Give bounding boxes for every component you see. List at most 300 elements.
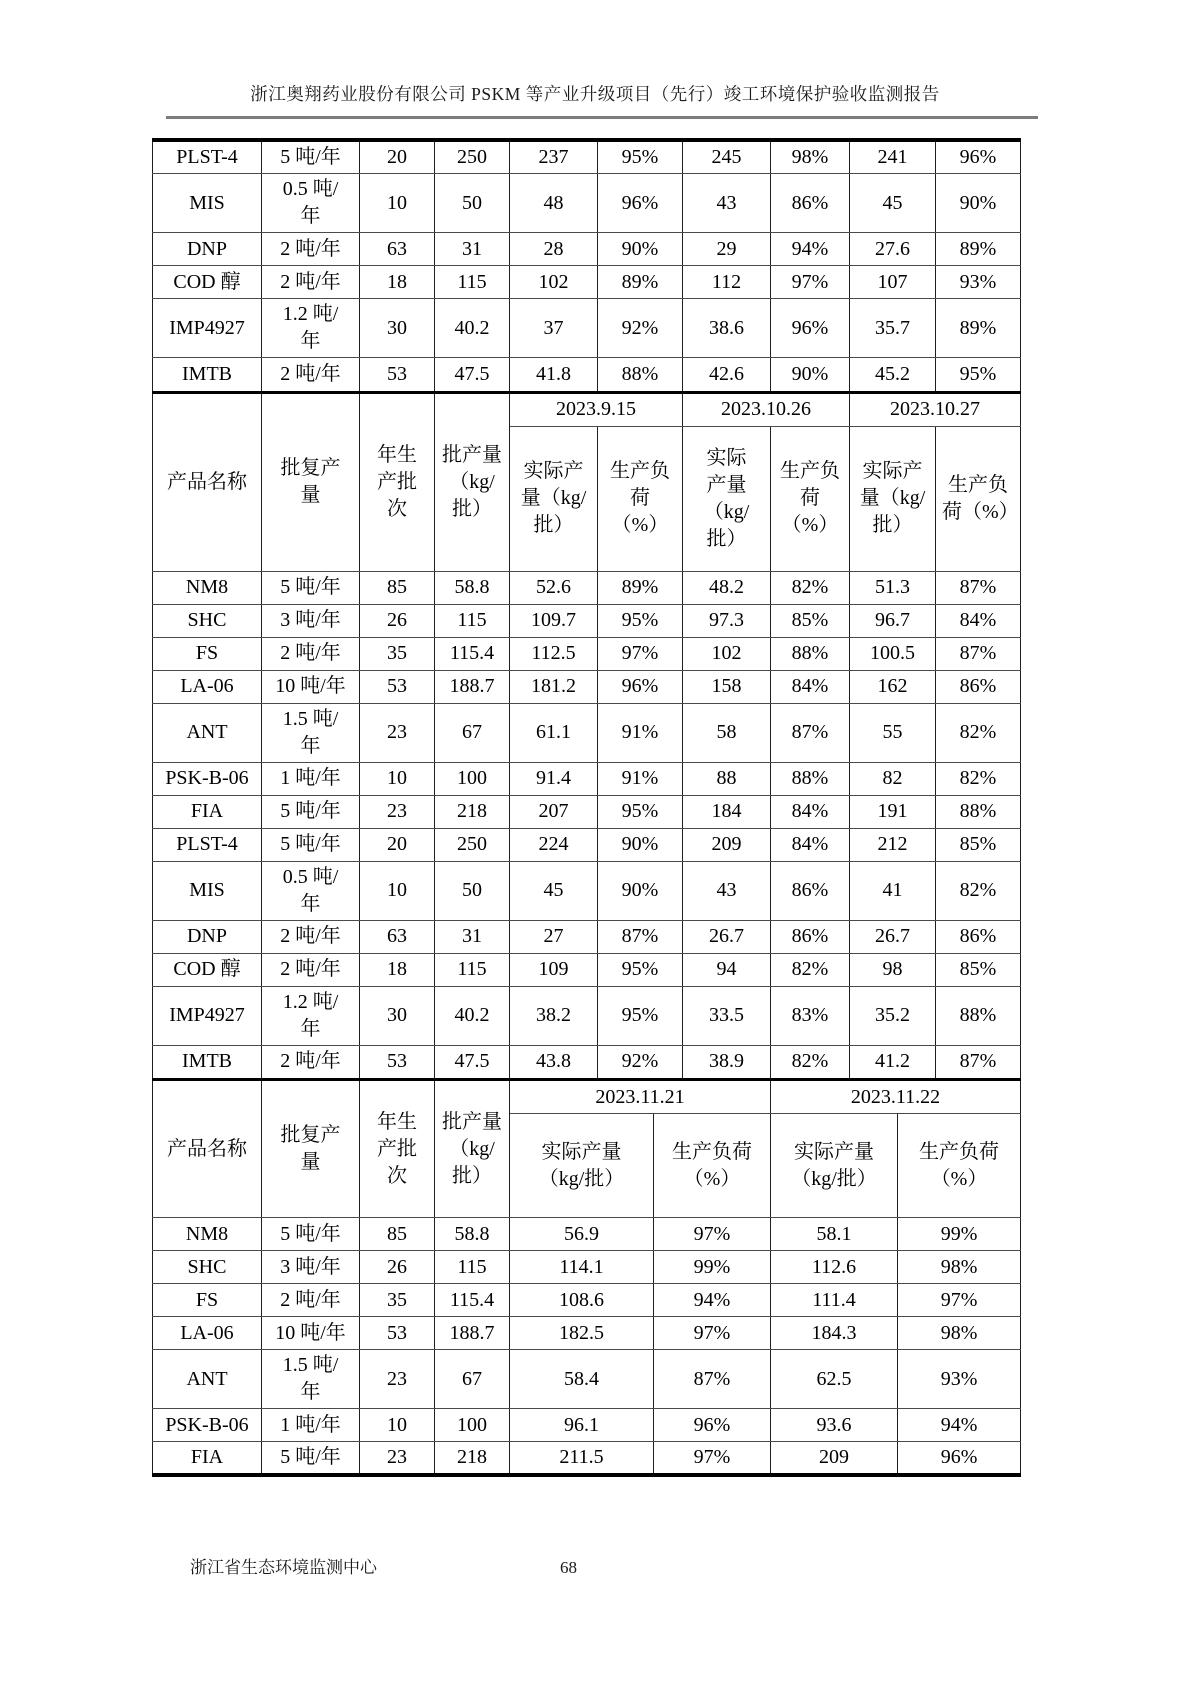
value-cell: 85 xyxy=(360,571,435,604)
product-name-cell: DNP xyxy=(153,233,262,266)
value-cell: 43 xyxy=(683,174,771,233)
page-number: 68 xyxy=(560,1558,577,1577)
value-cell: 63 xyxy=(360,920,435,953)
product-row xyxy=(153,828,1021,861)
value-cell: 31 xyxy=(435,920,510,953)
table-body-nov xyxy=(153,1218,1021,1476)
value-cell: 115 xyxy=(435,266,510,299)
value-cell: 100 xyxy=(435,762,510,795)
value-cell: 224 xyxy=(510,828,598,861)
col-header-actual-output: 实际产量（kg/批） xyxy=(771,1114,898,1218)
value-cell: 56.9 xyxy=(510,1218,654,1251)
value-cell: 91.4 xyxy=(510,762,598,795)
value-cell: 245 xyxy=(683,140,771,174)
value-cell: 27.6 xyxy=(850,233,936,266)
product-name-cell: ANT xyxy=(153,703,262,762)
value-cell: 111.4 xyxy=(771,1284,898,1317)
product-row xyxy=(153,604,1021,637)
product-name-cell: PSK-B-06 xyxy=(153,1409,262,1442)
value-cell: 2 吨/年 xyxy=(262,1045,360,1078)
value-cell: 98% xyxy=(898,1251,1021,1284)
col-header-date-3: 2023.10.27 xyxy=(850,392,1021,426)
col-header-date-1: 2023.11.21 xyxy=(510,1080,771,1114)
product-row xyxy=(153,1442,1021,1476)
value-cell: 10 xyxy=(360,861,435,920)
value-cell: 90% xyxy=(598,233,683,266)
col-header-actual-output: 实际产量（kg/批） xyxy=(510,426,598,571)
product-name-cell: NM8 xyxy=(153,571,262,604)
value-cell: 96% xyxy=(898,1442,1021,1476)
value-cell: 51.3 xyxy=(850,571,936,604)
value-cell: 1 吨/年 xyxy=(262,762,360,795)
value-cell: 97% xyxy=(898,1284,1021,1317)
value-cell: 97% xyxy=(654,1218,771,1251)
value-cell: 20 xyxy=(360,828,435,861)
product-row xyxy=(153,953,1021,986)
value-cell: 91% xyxy=(598,762,683,795)
value-cell: 94 xyxy=(683,953,771,986)
value-cell: 5 吨/年 xyxy=(262,571,360,604)
product-name-cell: FS xyxy=(153,637,262,670)
value-cell: 37 xyxy=(510,299,598,358)
col-header-actual-output: 实际产量（kg/批） xyxy=(683,426,771,571)
value-cell: 90% xyxy=(598,861,683,920)
value-cell: 90% xyxy=(936,174,1021,233)
value-cell: 87% xyxy=(598,920,683,953)
value-cell: 41 xyxy=(850,861,936,920)
value-cell: 82% xyxy=(936,861,1021,920)
value-cell: 50 xyxy=(435,861,510,920)
value-cell: 58.1 xyxy=(771,1218,898,1251)
value-cell: 218 xyxy=(435,795,510,828)
value-cell: 99% xyxy=(654,1251,771,1284)
product-name-cell: FIA xyxy=(153,1442,262,1476)
value-cell: 98 xyxy=(850,953,936,986)
col-header-production-load: 生产负荷（%） xyxy=(598,426,683,571)
col-header-production-load: 生产负荷（%） xyxy=(771,426,850,571)
value-cell: 86% xyxy=(936,920,1021,953)
value-cell: 10 吨/年 xyxy=(262,1317,360,1350)
value-cell: 5 吨/年 xyxy=(262,828,360,861)
value-cell: 18 xyxy=(360,266,435,299)
value-cell: 91% xyxy=(598,703,683,762)
value-cell: 96.1 xyxy=(510,1409,654,1442)
value-cell: 211.5 xyxy=(510,1442,654,1476)
value-cell: 212 xyxy=(850,828,936,861)
value-cell: 89% xyxy=(936,233,1021,266)
value-cell: 43.8 xyxy=(510,1045,598,1078)
product-name-cell: SHC xyxy=(153,1251,262,1284)
product-row xyxy=(153,299,1021,358)
product-name-cell: IMP4927 xyxy=(153,299,262,358)
col-header-date-2: 2023.10.26 xyxy=(683,392,850,426)
value-cell: 40.2 xyxy=(435,986,510,1045)
value-cell: 58.8 xyxy=(435,1218,510,1251)
value-cell: 2 吨/年 xyxy=(262,637,360,670)
value-cell: 82% xyxy=(936,703,1021,762)
value-cell: 87% xyxy=(936,571,1021,604)
value-cell: 96% xyxy=(598,670,683,703)
value-cell: 102 xyxy=(510,266,598,299)
value-cell: 96.7 xyxy=(850,604,936,637)
value-cell: 98% xyxy=(898,1317,1021,1350)
value-cell: 93% xyxy=(898,1350,1021,1409)
col-header-date-1: 2023.9.15 xyxy=(510,392,683,426)
value-cell: 10 xyxy=(360,1409,435,1442)
value-cell: 93% xyxy=(936,266,1021,299)
value-cell: 23 xyxy=(360,703,435,762)
production-table-zone xyxy=(152,138,1020,1477)
value-cell: 89% xyxy=(936,299,1021,358)
col-header-batch-output: 批产量（kg/批） xyxy=(435,392,510,571)
header-divider-line xyxy=(166,116,1038,119)
value-cell: 93.6 xyxy=(771,1409,898,1442)
table-body-continued xyxy=(153,140,1021,391)
value-cell: 84% xyxy=(936,604,1021,637)
value-cell: 112 xyxy=(683,266,771,299)
value-cell: 26 xyxy=(360,1251,435,1284)
value-cell: 112.6 xyxy=(771,1251,898,1284)
col-header-approved-output: 批复产量 xyxy=(262,1080,360,1218)
product-name-cell: IMTB xyxy=(153,358,262,391)
value-cell: 18 xyxy=(360,953,435,986)
value-cell: 95% xyxy=(598,604,683,637)
value-cell: 67 xyxy=(435,703,510,762)
value-cell: 82% xyxy=(936,762,1021,795)
value-cell: 38.9 xyxy=(683,1045,771,1078)
value-cell: 108.6 xyxy=(510,1284,654,1317)
product-row xyxy=(153,1045,1021,1078)
value-cell: 115.4 xyxy=(435,1284,510,1317)
value-cell: 94% xyxy=(898,1409,1021,1442)
value-cell: 107 xyxy=(850,266,936,299)
value-cell: 95% xyxy=(936,358,1021,391)
value-cell: 53 xyxy=(360,1045,435,1078)
value-cell: 1.2 吨/年 xyxy=(262,299,360,358)
value-cell: 115 xyxy=(435,604,510,637)
value-cell: 95% xyxy=(598,140,683,174)
value-cell: 96% xyxy=(771,299,850,358)
value-cell: 207 xyxy=(510,795,598,828)
value-cell: 30 xyxy=(360,986,435,1045)
product-name-cell: COD 醇 xyxy=(153,266,262,299)
value-cell: 48 xyxy=(510,174,598,233)
value-cell: 87% xyxy=(654,1350,771,1409)
value-cell: 43 xyxy=(683,861,771,920)
product-row xyxy=(153,920,1021,953)
value-cell: 45.2 xyxy=(850,358,936,391)
product-row xyxy=(153,174,1021,233)
product-name-cell: NM8 xyxy=(153,1218,262,1251)
product-name-cell: FIA xyxy=(153,795,262,828)
product-name-cell: IMTB xyxy=(153,1045,262,1078)
col-header-annual-batches: 年生产批次 xyxy=(360,1080,435,1218)
product-name-cell: PSK-B-06 xyxy=(153,762,262,795)
product-row xyxy=(153,861,1021,920)
value-cell: 184.3 xyxy=(771,1317,898,1350)
value-cell: 33.5 xyxy=(683,986,771,1045)
value-cell: 35 xyxy=(360,637,435,670)
value-cell: 102 xyxy=(683,637,771,670)
value-cell: 84% xyxy=(771,828,850,861)
value-cell: 45 xyxy=(850,174,936,233)
value-cell: 1.2 吨/年 xyxy=(262,986,360,1045)
product-row xyxy=(153,233,1021,266)
value-cell: 23 xyxy=(360,795,435,828)
value-cell: 188.7 xyxy=(435,670,510,703)
product-name-cell: ANT xyxy=(153,1350,262,1409)
value-cell: 41.2 xyxy=(850,1045,936,1078)
value-cell: 38.6 xyxy=(683,299,771,358)
product-name-cell: PLST-4 xyxy=(153,140,262,174)
value-cell: 85% xyxy=(771,604,850,637)
value-cell: 84% xyxy=(771,795,850,828)
value-cell: 0.5 吨/年 xyxy=(262,861,360,920)
value-cell: 26.7 xyxy=(683,920,771,953)
value-cell: 87% xyxy=(936,637,1021,670)
value-cell: 2 吨/年 xyxy=(262,953,360,986)
product-name-cell: PLST-4 xyxy=(153,828,262,861)
product-row xyxy=(153,762,1021,795)
value-cell: 55 xyxy=(850,703,936,762)
value-cell: 85% xyxy=(936,953,1021,986)
value-cell: 29 xyxy=(683,233,771,266)
value-cell: 97.3 xyxy=(683,604,771,637)
value-cell: 40.2 xyxy=(435,299,510,358)
value-cell: 10 吨/年 xyxy=(262,670,360,703)
value-cell: 50 xyxy=(435,174,510,233)
value-cell: 182.5 xyxy=(510,1317,654,1350)
value-cell: 47.5 xyxy=(435,358,510,391)
col-header-approved-output: 批复产量 xyxy=(262,392,360,571)
value-cell: 89% xyxy=(598,266,683,299)
value-cell: 97% xyxy=(654,1442,771,1476)
value-cell: 85% xyxy=(936,828,1021,861)
col-header-annual-batches: 年生产批次 xyxy=(360,392,435,571)
product-row xyxy=(153,140,1021,174)
value-cell: 250 xyxy=(435,828,510,861)
product-name-cell: DNP xyxy=(153,920,262,953)
value-cell: 100 xyxy=(435,1409,510,1442)
product-name-cell: SHC xyxy=(153,604,262,637)
product-name-cell: COD 醇 xyxy=(153,953,262,986)
product-row xyxy=(153,266,1021,299)
value-cell: 184 xyxy=(683,795,771,828)
product-name-cell: MIS xyxy=(153,174,262,233)
value-cell: 109 xyxy=(510,953,598,986)
value-cell: 86% xyxy=(771,861,850,920)
product-row xyxy=(153,670,1021,703)
value-cell: 88% xyxy=(936,795,1021,828)
value-cell: 2 吨/年 xyxy=(262,920,360,953)
value-cell: 84% xyxy=(771,670,850,703)
product-row xyxy=(153,703,1021,762)
value-cell: 94% xyxy=(654,1284,771,1317)
col-header-actual-output: 实际产量（kg/批） xyxy=(850,426,936,571)
production-table-sep-oct xyxy=(152,391,1021,1079)
product-name-cell: LA-06 xyxy=(153,670,262,703)
value-cell: 0.5 吨/年 xyxy=(262,174,360,233)
value-cell: 5 吨/年 xyxy=(262,795,360,828)
value-cell: 112.5 xyxy=(510,637,598,670)
value-cell: 3 吨/年 xyxy=(262,604,360,637)
value-cell: 181.2 xyxy=(510,670,598,703)
value-cell: 35 xyxy=(360,1284,435,1317)
product-row xyxy=(153,1251,1021,1284)
value-cell: 96% xyxy=(654,1409,771,1442)
col-header-production-load: 生产负荷（%） xyxy=(654,1114,771,1218)
product-row xyxy=(153,637,1021,670)
value-cell: 5 吨/年 xyxy=(262,1218,360,1251)
value-cell: 114.1 xyxy=(510,1251,654,1284)
value-cell: 5 吨/年 xyxy=(262,1442,360,1476)
product-row xyxy=(153,1409,1021,1442)
product-row xyxy=(153,1218,1021,1251)
value-cell: 87% xyxy=(771,703,850,762)
value-cell: 20 xyxy=(360,140,435,174)
value-cell: 58 xyxy=(683,703,771,762)
value-cell: 92% xyxy=(598,1045,683,1078)
value-cell: 218 xyxy=(435,1442,510,1476)
product-row xyxy=(153,571,1021,604)
value-cell: 26.7 xyxy=(850,920,936,953)
value-cell: 88% xyxy=(771,637,850,670)
value-cell: 94% xyxy=(771,233,850,266)
value-cell: 53 xyxy=(360,670,435,703)
value-cell: 96% xyxy=(936,140,1021,174)
value-cell: 31 xyxy=(435,233,510,266)
document-header-title: 浙江奥翔药业股份有限公司 PSKM 等产业升级项目（先行）竣工环境保护验收监测报告 xyxy=(250,84,940,104)
value-cell: 10 xyxy=(360,762,435,795)
value-cell: 2 吨/年 xyxy=(262,358,360,391)
value-cell: 23 xyxy=(360,1442,435,1476)
value-cell: 83% xyxy=(771,986,850,1045)
value-cell: 3 吨/年 xyxy=(262,1251,360,1284)
value-cell: 48.2 xyxy=(683,571,771,604)
value-cell: 88% xyxy=(936,986,1021,1045)
value-cell: 47.5 xyxy=(435,1045,510,1078)
product-row xyxy=(153,986,1021,1045)
product-name-cell: IMP4927 xyxy=(153,986,262,1045)
value-cell: 99% xyxy=(898,1218,1021,1251)
product-row xyxy=(153,358,1021,391)
value-cell: 62.5 xyxy=(771,1350,898,1409)
value-cell: 191 xyxy=(850,795,936,828)
value-cell: 30 xyxy=(360,299,435,358)
value-cell: 23 xyxy=(360,1350,435,1409)
product-name-cell: FS xyxy=(153,1284,262,1317)
value-cell: 53 xyxy=(360,358,435,391)
value-cell: 90% xyxy=(598,828,683,861)
production-table-nov xyxy=(152,1078,1021,1477)
value-cell: 1 吨/年 xyxy=(262,1409,360,1442)
product-row xyxy=(153,1350,1021,1409)
value-cell: 52.6 xyxy=(510,571,598,604)
value-cell: 82% xyxy=(771,953,850,986)
value-cell: 26 xyxy=(360,604,435,637)
value-cell: 115 xyxy=(435,1251,510,1284)
col-header-production-load: 生产负荷（%） xyxy=(936,426,1021,571)
value-cell: 86% xyxy=(936,670,1021,703)
col-header-date-2: 2023.11.22 xyxy=(771,1080,1021,1114)
production-table-continued xyxy=(152,138,1021,391)
value-cell: 41.8 xyxy=(510,358,598,391)
value-cell: 98% xyxy=(771,140,850,174)
value-cell: 85 xyxy=(360,1218,435,1251)
value-cell: 82% xyxy=(771,571,850,604)
value-cell: 28 xyxy=(510,233,598,266)
value-cell: 38.2 xyxy=(510,986,598,1045)
value-cell: 90% xyxy=(771,358,850,391)
value-cell: 88% xyxy=(771,762,850,795)
value-cell: 96% xyxy=(598,174,683,233)
value-cell: 158 xyxy=(683,670,771,703)
col-header-product-name: 产品名称 xyxy=(153,1080,262,1218)
product-row xyxy=(153,1284,1021,1317)
value-cell: 42.6 xyxy=(683,358,771,391)
value-cell: 188.7 xyxy=(435,1317,510,1350)
value-cell: 35.2 xyxy=(850,986,936,1045)
value-cell: 237 xyxy=(510,140,598,174)
value-cell: 97% xyxy=(771,266,850,299)
value-cell: 97% xyxy=(598,637,683,670)
col-header-actual-output: 实际产量（kg/批） xyxy=(510,1114,654,1218)
value-cell: 97% xyxy=(654,1317,771,1350)
value-cell: 88 xyxy=(683,762,771,795)
value-cell: 2 吨/年 xyxy=(262,233,360,266)
value-cell: 86% xyxy=(771,174,850,233)
col-header-product-name: 产品名称 xyxy=(153,392,262,571)
value-cell: 82 xyxy=(850,762,936,795)
value-cell: 95% xyxy=(598,986,683,1045)
value-cell: 115 xyxy=(435,953,510,986)
value-cell: 95% xyxy=(598,795,683,828)
value-cell: 109.7 xyxy=(510,604,598,637)
value-cell: 209 xyxy=(771,1442,898,1476)
value-cell: 86% xyxy=(771,920,850,953)
value-cell: 61.1 xyxy=(510,703,598,762)
value-cell: 92% xyxy=(598,299,683,358)
col-header-batch-output: 批产量（kg/批） xyxy=(435,1080,510,1218)
value-cell: 82% xyxy=(771,1045,850,1078)
table-header-sep-oct xyxy=(153,392,1021,571)
value-cell: 10 xyxy=(360,174,435,233)
value-cell: 2 吨/年 xyxy=(262,1284,360,1317)
product-name-cell: LA-06 xyxy=(153,1317,262,1350)
product-row xyxy=(153,795,1021,828)
value-cell: 241 xyxy=(850,140,936,174)
value-cell: 45 xyxy=(510,861,598,920)
value-cell: 2 吨/年 xyxy=(262,266,360,299)
value-cell: 88% xyxy=(598,358,683,391)
value-cell: 67 xyxy=(435,1350,510,1409)
value-cell: 1.5 吨/年 xyxy=(262,703,360,762)
value-cell: 100.5 xyxy=(850,637,936,670)
value-cell: 63 xyxy=(360,233,435,266)
value-cell: 1.5 吨/年 xyxy=(262,1350,360,1409)
value-cell: 87% xyxy=(936,1045,1021,1078)
value-cell: 58.4 xyxy=(510,1350,654,1409)
value-cell: 89% xyxy=(598,571,683,604)
product-name-cell: MIS xyxy=(153,861,262,920)
value-cell: 162 xyxy=(850,670,936,703)
value-cell: 5 吨/年 xyxy=(262,140,360,174)
value-cell: 95% xyxy=(598,953,683,986)
col-header-production-load: 生产负荷（%） xyxy=(898,1114,1021,1218)
value-cell: 115.4 xyxy=(435,637,510,670)
table-body-sep-oct xyxy=(153,571,1021,1078)
value-cell: 250 xyxy=(435,140,510,174)
